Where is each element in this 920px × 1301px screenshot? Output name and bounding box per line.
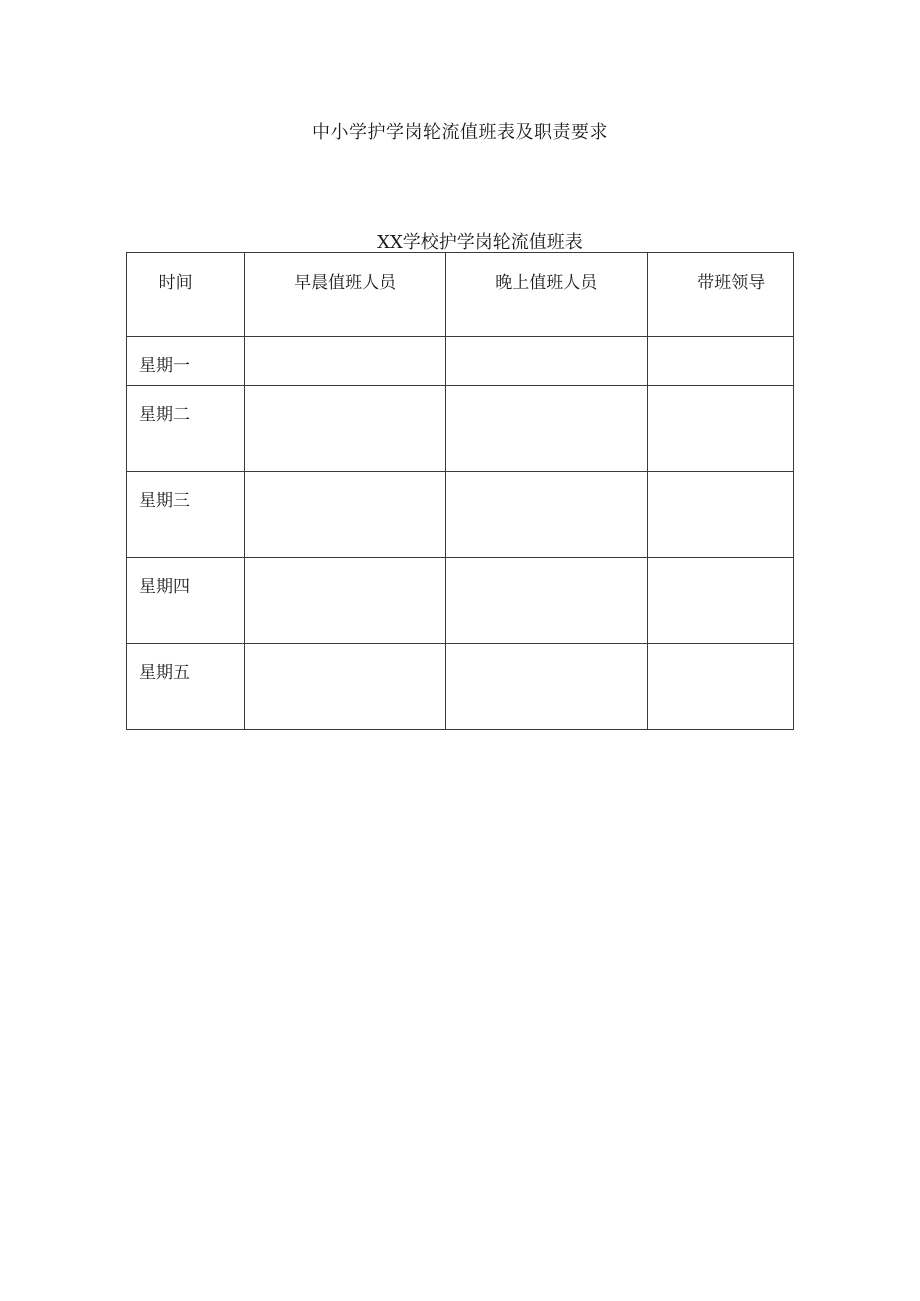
leader-cell[interactable] xyxy=(647,472,793,558)
duty-schedule-table xyxy=(126,252,794,730)
table-row xyxy=(127,386,794,472)
table-row xyxy=(127,644,794,730)
table-row xyxy=(127,337,794,386)
header-time: 时间 xyxy=(127,253,245,337)
leader-cell[interactable] xyxy=(647,644,793,730)
day-cell: 星期三 xyxy=(127,472,245,558)
evening-staff-cell[interactable] xyxy=(445,558,647,644)
morning-staff-cell[interactable] xyxy=(245,386,446,472)
morning-staff-cell[interactable] xyxy=(245,558,446,644)
day-cell: 星期二 xyxy=(127,386,245,472)
day-cell: 星期四 xyxy=(127,558,245,644)
evening-staff-cell[interactable] xyxy=(445,472,647,558)
header-leader: 带班领导 xyxy=(647,253,793,337)
day-cell: 星期一 xyxy=(127,337,245,386)
table-row xyxy=(127,558,794,644)
day-cell: 星期五 xyxy=(127,644,245,730)
document-title: 中小学护学岗轮流值班表及职责要求 xyxy=(312,122,608,143)
evening-staff-cell[interactable] xyxy=(445,386,647,472)
table-header-row xyxy=(127,253,794,337)
evening-staff-cell[interactable] xyxy=(445,337,647,386)
header-evening-staff: 晚上值班人员 xyxy=(445,253,647,337)
morning-staff-cell[interactable] xyxy=(245,337,446,386)
leader-cell[interactable] xyxy=(647,386,793,472)
morning-staff-cell[interactable] xyxy=(245,472,446,558)
evening-staff-cell[interactable] xyxy=(445,644,647,730)
table-caption: XX学校护学岗轮流值班表 xyxy=(377,232,583,253)
table-row xyxy=(127,472,794,558)
morning-staff-cell[interactable] xyxy=(245,644,446,730)
leader-cell[interactable] xyxy=(647,337,793,386)
header-morning-staff: 早晨值班人员 xyxy=(245,253,446,337)
leader-cell[interactable] xyxy=(647,558,793,644)
